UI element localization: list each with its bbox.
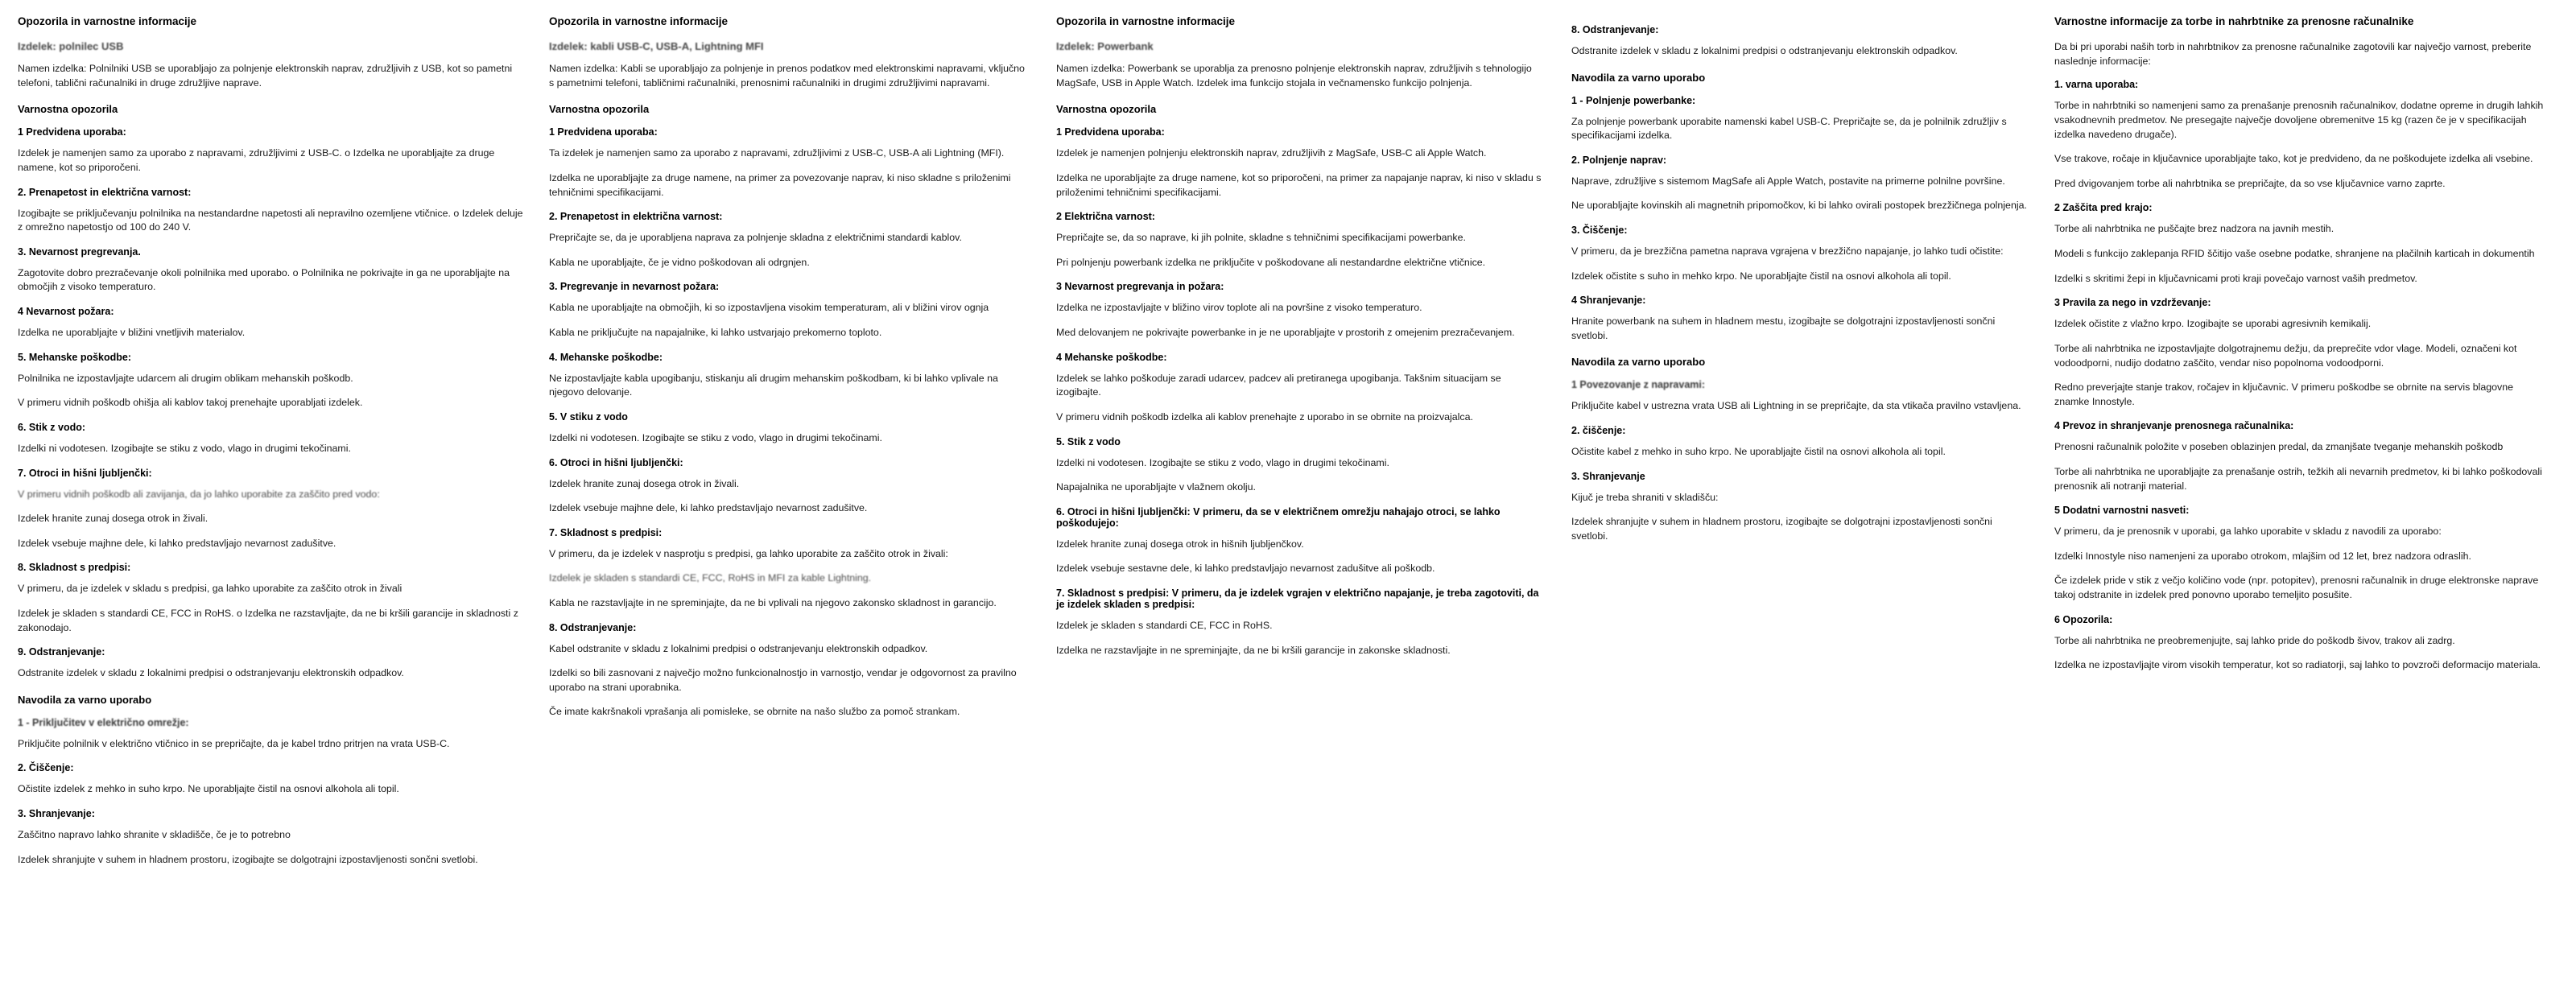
subsection-heading: 2. Čiščenje: [18, 762, 74, 774]
body-paragraph: Odstranite izdelek v skladu z lokalnimi predpisi o odstranjevanju elektronskih odpadkov. [1571, 45, 1958, 56]
body-paragraph: Izdelka ne uporabljajte v bližini vnetljivih materialov. [18, 327, 246, 339]
body-paragraph: Izdelek je namenjen samo za uporabo z napravami, združljivimi z USB-C. o Izdelka ne uporabljajte za druge namene, kot so priporočeni. [18, 147, 495, 174]
body-paragraph: Očistite izdelek z mehko in suho krpo. Ne uporabljajte čistil na osnovi alkohola ali topil. [18, 783, 399, 795]
subsection-heading: 6. Otroci in hišni ljubljenčki: [549, 456, 683, 468]
subsection-heading: 3. Shranjevanje [1571, 470, 1645, 482]
section-heading: Navodila za varno uporabo [1571, 71, 1706, 84]
body-paragraph: Zagotovite dobro prezračevanje okoli polnilnika med uporabo. o Polnilnika ne pokrivajte in ga ne uporabljajte na območjih z visoko temperaturo. [18, 266, 510, 293]
document-column-col-usb-cable [11, 14, 543, 1006]
body-paragraph: Hranite powerbank na suhem in hladnem mestu, izogibajte se dolgotrajni izpostavljenosti sončni svetlobi. [1571, 315, 1996, 341]
subsection-heading: 5. Stik z vodo [1056, 435, 1121, 447]
subsection-heading: 3. Shranjevanje: [18, 808, 95, 820]
body-paragraph: Prepričajte se, da so naprave, ki jih polnite, skladne s tehničnimi specifikacijami powerbanke. [1056, 232, 1466, 244]
subsection-heading: 4 Nevarnost požara: [18, 306, 114, 318]
body-paragraph: Kabla ne uporabljajte, če je vidno poškodovan ali odrgnjen. [549, 256, 810, 268]
subsection-heading: 8. Skladnost s predpisi: [18, 562, 131, 574]
body-paragraph: Pri polnjenju powerbank izdelka ne priključite v poškodovane ali nestandardne električne vtičnice. [1056, 256, 1486, 268]
subsection-heading: 7. Otroci in hišni ljubljenčki: [18, 467, 152, 479]
body-paragraph: Izdelki ni vodotesen. Izogibajte se stiku z vodo, vlago in drugimi tekočinami. [18, 442, 351, 454]
subsection-heading: 3. Nevarnost pregrevanja. [18, 245, 141, 258]
body-paragraph: Torbe ali nahrbtnika ne uporabljajte za prenašanje ostrih, težkih ali nevarnih predmetov, ki bi lahko poškodovali prenosnik ali notranji material. [2054, 465, 2542, 492]
body-paragraph: Izdelek očistite s suho in mehko krpo. Ne uporabljajte čistil na osnovi alkohola ali topil. [1571, 270, 1951, 282]
body-paragraph: Izdelka ne uporabljajte za druge namene, na primer za povezovanje naprav, ki niso skladne s priloženimi tehničnimi specifikacijami. [549, 172, 1011, 198]
document-column-col-powerbank [1050, 14, 1565, 1006]
body-paragraph: Priključite kabel v ustrezna vrata USB ali Lightning in se prepričajte, da sta vtikača pravilno vstavljena. [1571, 400, 2021, 412]
section-heading: Varnostna opozorila [1056, 103, 1157, 116]
body-paragraph: Ta izdelek je namenjen samo za uporabo z napravami, združljivimi z USB-C, USB-A ali Lightning (MFI). [549, 147, 1005, 159]
body-paragraph: Kabla ne priključujte na napajalnike, ki lahko ustvarjajo prekomerno toploto. [549, 327, 882, 339]
body-paragraph: Vse trakove, ročaje in ključavnice uporabljajte tako, kot je predvideno, da ne poškodujete izdelka ali vsebine. [2054, 153, 2533, 165]
subsection-heading: 4. Mehanske poškodbe: [549, 351, 663, 363]
body-paragraph: Odstranite izdelek v skladu z lokalnimi predpisi o odstranjevanju elektronskih odpadkov. [18, 667, 404, 679]
subsection-heading: 2. čiščenje: [1571, 425, 1626, 437]
body-paragraph: Izogibajte se priključevanju polnilnika na nestandardne napetosti ali nepravilno ozemljene vtičnice. o Izdelek deluje z omrežno napetostjo od 100 do 240 V. [18, 207, 523, 233]
body-paragraph: Kijuč je treba shraniti v skladišču: [1571, 491, 1719, 503]
subsection-heading: 9. Odstranjevanje: [18, 646, 105, 658]
subsection-heading: 1 Predvidena uporaba: [549, 126, 658, 138]
column-subtitle: Izdelek: kabli USB-C, USB-A, Lightning MFI [549, 40, 764, 53]
subsection-heading: 4 Shranjevanje: [1571, 295, 1646, 307]
body-paragraph: Izdelki s skritimi žepi in ključavnicami proti kraji povečajo varnost vaših predmetov. [2054, 272, 2417, 284]
body-paragraph: Zaščitno napravo lahko shranite v skladišče, če je to potrebno [18, 829, 291, 841]
subsection-heading: 7. Skladnost s predpisi: V primeru, da je izdelek vgrajen v električno napajanje, je treba zagotoviti, da je izdelek skladen s predpisi: [1056, 587, 1539, 610]
section-heading: Navodila za varno uporabo [18, 693, 152, 706]
subsection-heading: 7. Skladnost s predpisi: [549, 526, 663, 538]
subsection-heading: 3 Pravila za nego in vzdrževanje: [2054, 297, 2211, 309]
body-paragraph: V primeru vidnih poškodb izdelka ali kablov prenehajte z uporabo in se obrnite na proizvajalca. [1056, 410, 1473, 423]
subsection-heading: 8. Odstranjevanje: [549, 621, 637, 633]
body-paragraph: Če izdelek pride v stik z večjo količino vode (npr. potopitev), prenosni računalnik in druge elektronske naprave takoj odstranite in izdelek pred ponovno uporabo temeljito posušite. [2054, 575, 2539, 601]
body-paragraph: Izdelek je skladen s standardi CE, FCC in RoHS. [1056, 619, 1273, 631]
body-paragraph: Izdelki ni vodotesen. Izogibajte se stiku z vodo, vlago in drugimi tekočinami. [549, 431, 882, 443]
body-paragraph: Izdelek hranite zunaj dosega otrok in hišnih ljubljenčkov. [1056, 538, 1304, 550]
body-paragraph: Ne uporabljajte kovinskih ali magnetnih pripomočkov, ki bi lahko ovirali postopek brezžičnega polnjenja. [1571, 200, 2027, 212]
body-paragraph: Modeli s funkcijo zaklepanja RFID ščitijo vaše osebne podatke, shranjene na plačilnih karticah in dokumentih [2054, 248, 2535, 260]
body-paragraph: Izdelka ne izpostavljajte v bližino virov toplote ali na površine z visoko temperaturo. [1056, 302, 1422, 314]
body-paragraph: Izdelek shranjujte v suhem in hladnem prostoru, izogibajte se dolgotrajni izpostavljenosti sončni svetlobi. [1571, 516, 1992, 542]
body-paragraph: Izdelka ne izpostavljajte virom visokih temperatur, kot so radiatorji, saj lahko to povzroči deformacijo materiala. [2054, 659, 2541, 671]
body-paragraph: Izdelek vsebuje majhne dele, ki lahko predstavljajo nevarnost zadušitve. [549, 502, 868, 514]
subsection-heading: 5. Mehanske poškodbe: [18, 351, 132, 363]
body-paragraph: Izdelek je namenjen polnjenju elektronskih naprav, združljivih z MagSafe, USB-C ali Apple Watch. [1056, 147, 1487, 159]
body-paragraph: Če imate kakršnakoli vprašanja ali pomisleke, se obrnite na našo službo za pomoč strankam. [549, 706, 960, 718]
subsection-heading: 6 Opozorila: [2054, 613, 2113, 625]
subsection-heading: 2. Prenapetost in električna varnost: [18, 186, 192, 198]
subsection-heading: 3 Nevarnost pregrevanja in požara: [1056, 281, 1224, 293]
body-paragraph: Med delovanjem ne pokrivajte powerbanke in je ne uporabljajte v prostorih z omejenim prezračevanjem. [1056, 327, 1515, 339]
body-paragraph: Izdelki Innostyle niso namenjeni za uporabo otrokom, mlajšim od 12 let, brez nadzora odraslih. [2054, 550, 2471, 562]
subsection-heading: 3. Pregrevanje in nevarnost požara: [549, 281, 720, 293]
body-paragraph: Izdelek je skladen s standardi CE, FCC, RoHS in MFI za kable Lightning. [549, 572, 872, 584]
body-paragraph: Za polnjenje powerbank uporabite namenski kabel USB-C. Prepričajte se, da je polnilnik združljiv s specifikacijami izdelka. [1571, 115, 2007, 142]
body-paragraph: Redno preverjajte stanje trakov, ročajev in ključavnic. V primeru poškodbe se obrnite na servis blagovne znamke Innostyle. [2054, 381, 2514, 407]
subsection-heading: 1 Predvidena uporaba: [18, 126, 126, 138]
body-paragraph: V primeru vidnih poškodb ali zavijanja, da jo lahko uporabite za zaščito pred vodo: [18, 488, 380, 500]
body-paragraph: V primeru, da je izdelek v skladu s predpisi, ga lahko uporabite za zaščito otrok in živali [18, 583, 402, 595]
subsection-heading: 2 Električna varnost: [1056, 211, 1155, 223]
body-paragraph: Napajalnika ne uporabljajte v vlažnem okolju. [1056, 481, 1256, 493]
subsection-heading: 3. Čiščenje: [1571, 225, 1628, 237]
column-title: Opozorila in varnostne informacije [18, 15, 197, 27]
body-paragraph: Izdelek vsebuje majhne dele, ki lahko predstavljajo nevarnost zadušitve. [18, 537, 336, 549]
body-paragraph: Izdelka ne uporabljajte za druge namene, kot so priporočeni, na primer za napajanje naprav, ki niso v skladu s priloženimi tehničnimi specifikacijami. [1056, 172, 1542, 198]
section-heading: Varnostna opozorila [18, 103, 118, 116]
column-title: Opozorila in varnostne informacije [549, 15, 729, 27]
body-paragraph: Izdelek se lahko poškoduje zaradi udarcev, padcev ali pretiranega upogibanja. Takšnim situacijam se izogibajte. [1056, 372, 1501, 398]
column-title: Opozorila in varnostne informacije [1056, 15, 1236, 27]
body-paragraph: Namen izdelka: Kabli se uporabljajo za polnjenje in prenos podatkov med elektronskimi napravami, vključno s pametnimi telefoni, tabličnimi računalniki, prenosnimi računalniki in drugimi združljivimi napravami. [549, 63, 1025, 89]
body-paragraph: Izdelek hranite zunaj dosega otrok in živali. [18, 513, 208, 525]
subsection-heading: 1 Povezovanje z napravami: [1571, 379, 1706, 391]
subsection-heading: 8. Odstranjevanje: [1571, 24, 1659, 35]
subsection-heading: 5. V stiku z vodo [549, 410, 628, 423]
body-paragraph: V primeru, da je prenosnik v uporabi, ga lahko uporabite v skladu z navodili za uporabo: [2054, 526, 2442, 538]
subsection-heading: 2. Polnjenje naprav: [1571, 154, 1667, 166]
body-paragraph: Namen izdelka: Polnilniki USB se uporabljajo za polnjenje elektronskih naprav, združljivih z USB, kot so pametni telefoni, tablični računalniki in druge združljive naprave. [18, 63, 513, 89]
body-paragraph: V primeru, da je brezžična pametna naprava vgrajena v brezžično napajanje, jo lahko tudi očistite: [1571, 245, 2004, 258]
body-paragraph: Izdelek hranite zunaj dosega otrok in živali. [549, 477, 740, 489]
body-paragraph: Izdelek očistite z vlažno krpo. Izogibajte se uporabi agresivnih kemikalij. [2054, 318, 2372, 330]
body-paragraph: Prenosni računalnik položite v poseben oblazinjen predal, da zmanjšate tveganje mehanskih poškodb [2054, 441, 2504, 453]
body-paragraph: Izdelek shranjujte v suhem in hladnem prostoru, izogibajte se dolgotrajni izpostavljenosti sončni svetlobi. [18, 853, 478, 865]
body-paragraph: Izdelki ni vodotesen. Izogibajte se stiku z vodo, vlago in drugimi tekočinami. [1056, 456, 1389, 468]
subsection-heading: 4 Prevoz in shranjevanje prenosnega računalnika: [2054, 420, 2294, 432]
column-subtitle: Izdelek: polnilec USB [18, 40, 124, 53]
subsection-heading: 5 Dodatni varnostni nasveti: [2054, 505, 2190, 517]
body-paragraph: Kabel odstranite v skladu z lokalnimi predpisi o odstranjevanju elektronskih odpadkov. [549, 642, 928, 654]
document-column-col-lightning-cable [543, 14, 1050, 1006]
body-paragraph: Torbe ali nahrbtnika ne preobremenjujte, saj lahko pride do poškodb šivov, trakov ali zadrg. [2054, 634, 2455, 646]
body-paragraph: Kabla ne uporabljajte na območjih, ki so izpostavljena visokim temperaturam, ali v bližini virov ognja [549, 302, 989, 314]
section-heading: Varnostna opozorila [549, 103, 650, 116]
body-paragraph: Očistite kabel z mehko in suho krpo. Ne uporabljajte čistil na osnovi alkohola ali topil. [1571, 446, 1946, 458]
subsection-heading: 1 Predvidena uporaba: [1056, 126, 1165, 138]
section-heading: Navodila za varno uporabo [1571, 356, 1706, 369]
body-paragraph: Izdelek je skladen s standardi CE, FCC in RoHS. o Izdelka ne razstavljajte, da ne bi kršili garancije in skladnosti z zakonodajo. [18, 607, 518, 633]
body-paragraph: Izdelka ne razstavljajte in ne spreminjajte, da ne bi kršili garancije in zakonske skladnosti. [1056, 644, 1451, 656]
document-column-col-powerbank-cont [1565, 14, 2048, 1006]
subsection-heading: 2 Zaščita pred krajo: [2054, 202, 2153, 214]
subsection-heading: 6. Otroci in hišni ljubljenčki: V primeru, da se v električnem omrežju nahajajo otroci, se lahko poškodujejo: [1056, 505, 1501, 529]
body-paragraph: Pred dvigovanjem torbe ali nahrbtnika se prepričajte, da so vse ključavnice varno zaprte. [2054, 177, 2446, 189]
body-paragraph: Namen izdelka: Powerbank se uporablja za prenosno polnjenje elektronskih naprav, združljivih s tehnologijo MagSafe, USB in Apple Watch. Izdelek ima funkcijo stojala in večnamensko funkcijo polnjenja. [1056, 63, 1532, 89]
subsection-heading: 4 Mehanske poškodbe: [1056, 351, 1167, 363]
body-paragraph: Izdelek vsebuje sestavne dele, ki lahko predstavljajo nevarnost zadušitve ali poškodb. [1056, 563, 1435, 575]
body-paragraph: Prepričajte se, da je uporabljena naprava za polnjenje skladna z električnimi standardi kablov. [549, 232, 962, 244]
body-paragraph: Da bi pri uporabi naših torb in nahrbtnikov za prenosne računalnike zagotovili kar največjo varnost, preberite naslednje informacije: [2054, 41, 2532, 67]
body-paragraph: Polnilnika ne izpostavljajte udarcem ali drugim oblikam mehanskih poškodb. [18, 372, 353, 384]
column-title: Varnostne informacije za torbe in nahrbtnike za prenosne računalnike [2054, 15, 2414, 27]
subsection-heading: 6. Stik z vodo: [18, 421, 86, 433]
body-paragraph: Torbe in nahrbtniki so namenjeni samo za prenašanje prenosnih računalnikov, dodatne opreme in drugih lahkih vsakodnevnih predmetov. Ne presegajte največje dovoljene obremenitve 15 kg (razen če je v specifikacijah izdelka navedeno drugače). [2054, 100, 2544, 140]
body-paragraph: Torbe ali nahrbtnika ne puščajte brez nadzora na javnih mestih. [2054, 223, 2334, 235]
body-paragraph: Izdelki so bili zasnovani z največjo možno funkcionalnostjo in varnostjo, vendar je odgovornost za pravilno uporabo na strani uporabnika. [549, 667, 1017, 693]
subsection-heading: 1 - Priključitev v električno omrežje: [18, 716, 189, 728]
document-column-col-backpack [2048, 14, 2563, 1006]
body-paragraph: Ne izpostavljajte kabla upogibanju, stiskanju ali drugim mehanskim poškodbam, ki bi lahko vplivale na njegovo delovanje. [549, 372, 998, 398]
column-subtitle: Izdelek: Powerbank [1056, 40, 1154, 53]
subsection-heading: 1. varna uporaba: [2054, 79, 2139, 91]
subsection-heading: 2. Prenapetost in električna varnost: [549, 211, 723, 223]
body-paragraph: Naprave, združljive s sistemom MagSafe ali Apple Watch, postavite na primerne polnilne površine. [1571, 175, 2005, 187]
body-paragraph: Torbe ali nahrbtnika ne izpostavljajte dolgotrajnemu dežju, da preprečite vdor vlage. Modeli, označeni kot vodoodporni, nudijo dodatno zaščito, vendar niso popolnoma vodoodporni. [2054, 342, 2517, 369]
body-paragraph: V primeru, da je izdelek v nasprotju s predpisi, ga lahko uporabite za zaščito otrok in živali: [549, 547, 948, 559]
subsection-heading: 1 - Polnjenje powerbanke: [1571, 94, 1696, 106]
body-paragraph: Kabla ne razstavljajte in ne spreminjajte, da ne bi vplivali na njegovo zakonsko skladnost in garancijo. [549, 596, 997, 608]
body-paragraph: V primeru vidnih poškodb ohišja ali kablov takoj prenehajte uporabljati izdelek. [18, 397, 363, 409]
body-paragraph: Priključite polnilnik v električno vtičnico in se prepričajte, da je kabel trdno pritrjen na vrata USB-C. [18, 737, 450, 749]
